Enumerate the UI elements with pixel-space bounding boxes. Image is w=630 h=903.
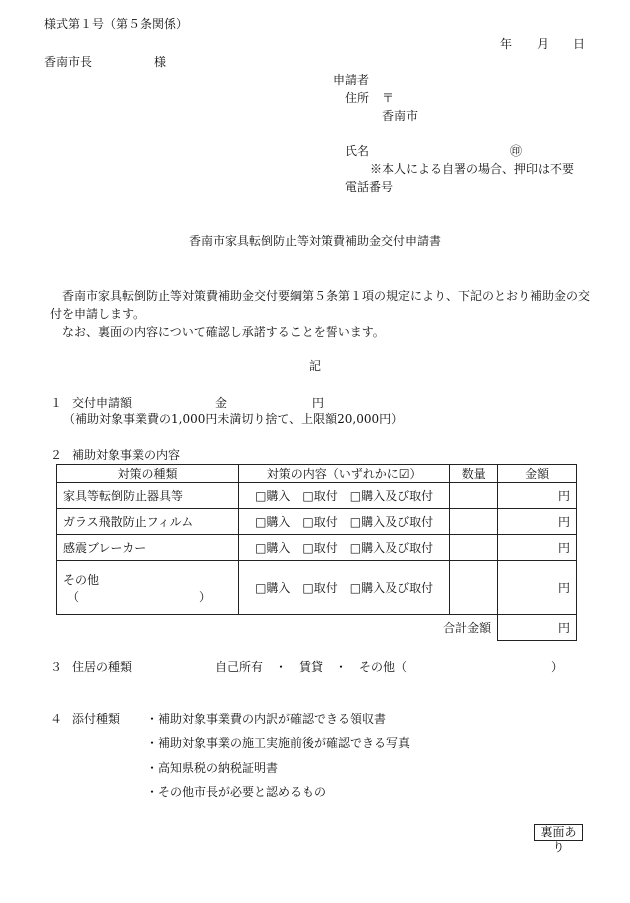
honorific: 様 [154, 55, 167, 69]
date-day: 日 [573, 37, 586, 51]
table-header-row [57, 465, 577, 483]
postal-mark: 〒 [382, 91, 395, 105]
phone-label: 電話番号 [345, 180, 394, 194]
section2-label: 補助対象事業の内容 [72, 448, 181, 462]
row-quantity[interactable] [450, 483, 498, 509]
address-label: 住所 [345, 91, 370, 105]
housing-options[interactable]: 自己所有 ・ 賃貸 ・ その他（ ） [215, 660, 564, 674]
document-title: 香南市家具転倒防止等対策費補助金交付申請書 [188, 234, 441, 248]
row-options[interactable]: □購入 □取付 □購入及び取付 [238, 535, 449, 561]
section2-number: ２ [50, 448, 63, 462]
section1-note: （補助対象事業費の1,000円未満切り捨て、上限額20,000円） [63, 412, 404, 426]
row-type: ガラス飛散防止フィルム [57, 509, 239, 535]
date-year: 年 [500, 37, 513, 51]
section1-number: １ [50, 396, 63, 410]
project-table [56, 464, 577, 641]
seal-note: ※本人による自署の場合、押印は不要 [370, 162, 575, 176]
row-quantity[interactable] [450, 509, 498, 535]
section1-label: 交付申請額 [72, 396, 133, 410]
row-options[interactable]: □購入 □取付 □購入及び取付 [238, 509, 449, 535]
header-amount: 金額 [498, 465, 577, 483]
section3-label: 住居の種類 [72, 660, 133, 674]
row-type-other [57, 561, 239, 615]
total-amount[interactable]: 円 [498, 615, 577, 641]
row-quantity[interactable] [450, 535, 498, 561]
attachment-item: ・補助対象事業の施工実施前後が確認できる写真 [146, 736, 411, 750]
section4-number: ４ [50, 712, 63, 726]
address-city: 香南市 [382, 109, 419, 123]
row-amount[interactable]: 円 [498, 561, 577, 615]
body-paragraph-1: 香南市家具転倒防止等対策費補助金交付要綱第５条第１項の規定により、下記のとおり補助金の交付を申請します。 [50, 289, 591, 321]
row-options[interactable]: □購入 □取付 □購入及び取付 [238, 561, 449, 615]
row-type-paren[interactable]: （ ） [67, 589, 212, 604]
body-paragraph-2: なお、裏面の内容について確認し承諾することを誓います。 [62, 325, 385, 339]
row-options[interactable]: □購入 □取付 □購入及び取付 [238, 483, 449, 509]
section1-yen: 円 [312, 396, 325, 410]
table-row [57, 509, 577, 535]
row-amount[interactable]: 円 [498, 483, 577, 509]
table-row [57, 483, 577, 509]
applicant-label: 申請者 [333, 73, 370, 87]
header-content: 対策の内容（いずれかに☑） [238, 465, 449, 483]
addressee: 香南市長 [44, 55, 93, 69]
section4-label: 添付種類 [72, 712, 121, 726]
row-quantity[interactable] [450, 561, 498, 615]
header-type: 対策の種類 [57, 465, 239, 483]
name-label: 氏名 [345, 144, 370, 158]
total-row [57, 615, 577, 641]
table-row [57, 535, 577, 561]
attachment-item: ・その他市長が必要と認めるもの [146, 785, 327, 799]
row-amount[interactable]: 円 [498, 535, 577, 561]
date-month: 月 [537, 37, 550, 51]
seal-icon: ㊞ [510, 144, 523, 158]
row-type: 感震ブレーカー [57, 535, 239, 561]
section1-kin: 金 [215, 396, 228, 410]
form-number: 様式第１号（第５条関係） [44, 17, 189, 31]
attachment-item: ・高知県税の納税証明書 [146, 761, 279, 775]
header-quantity: 数量 [450, 465, 498, 483]
total-label: 合計金額 [57, 615, 498, 641]
row-type: 家具等転倒防止器具等 [57, 483, 239, 509]
back-side-note: 裏面あり [534, 824, 583, 841]
section3-number: ３ [50, 660, 63, 674]
table-row [57, 561, 577, 615]
attachment-item: ・補助対象事業費の内訳が確認できる領収書 [146, 712, 387, 726]
ki-heading: 記 [308, 359, 321, 373]
row-amount[interactable]: 円 [498, 509, 577, 535]
row-type-label: その他 [63, 572, 100, 587]
